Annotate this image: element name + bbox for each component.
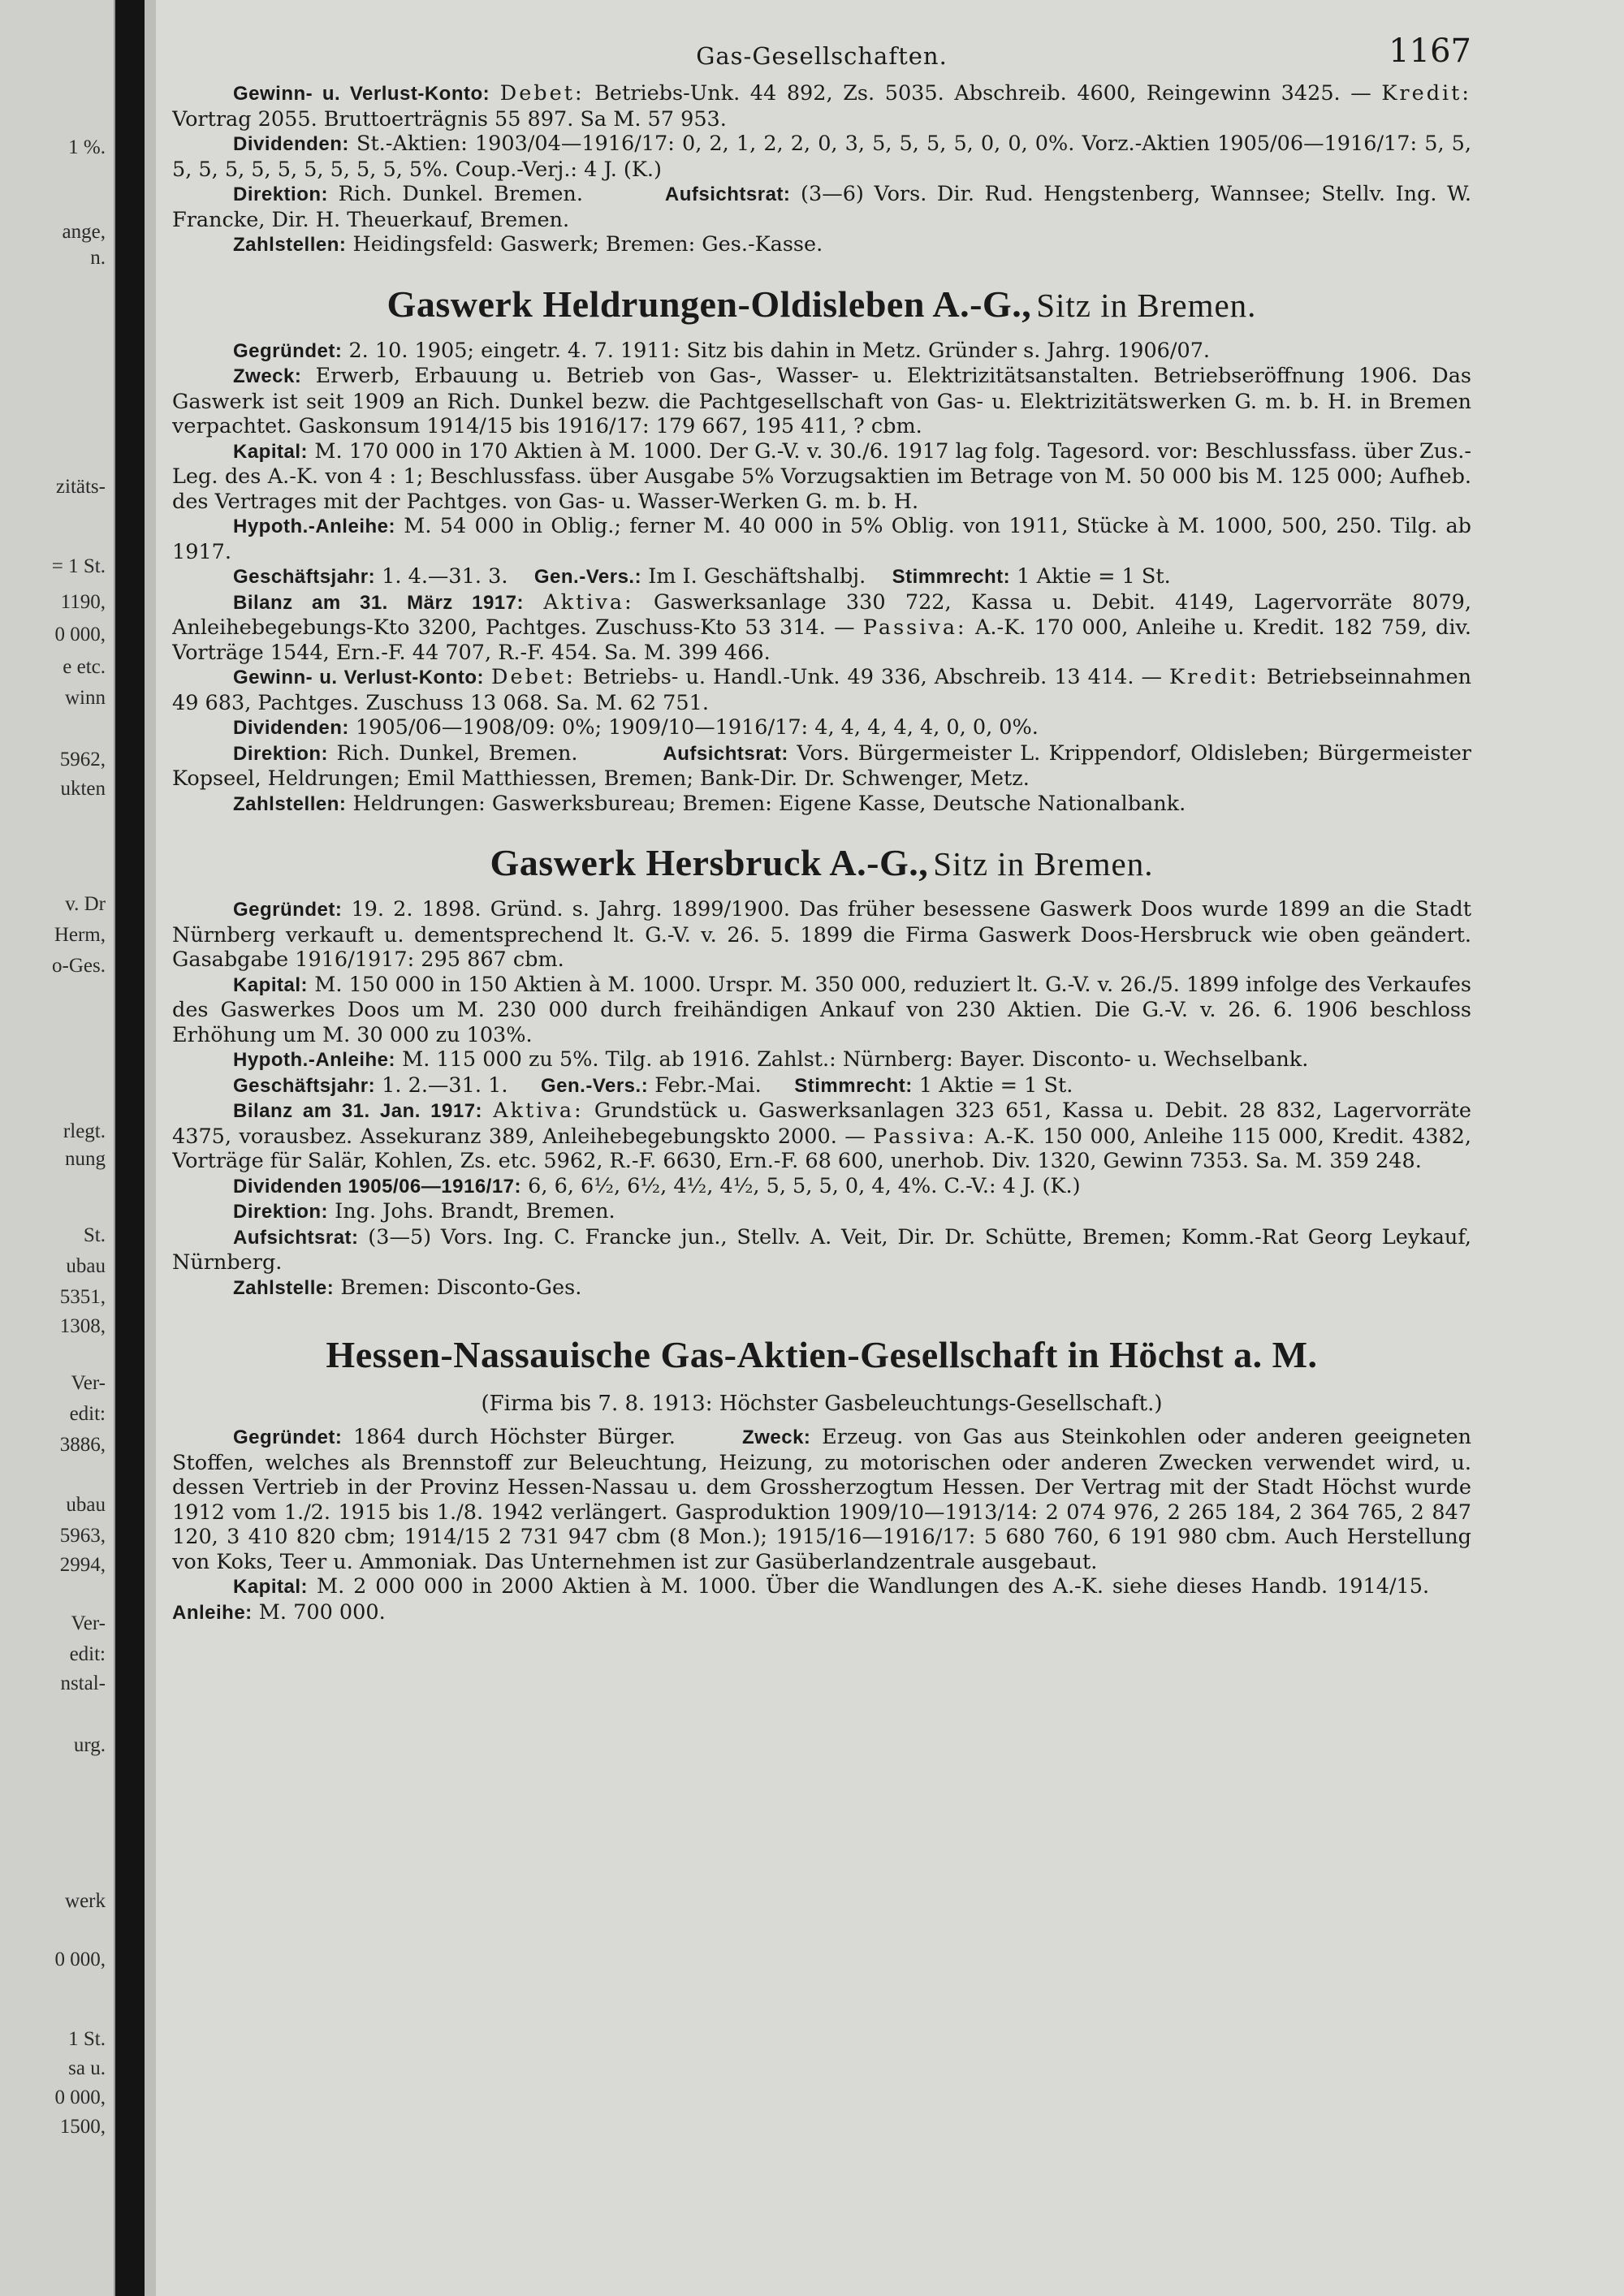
loan-text: M. 700 000. [258,1599,386,1625]
margin-fragment: 0 000, [54,1949,106,1970]
assets-label: Aktiva: [493,1098,584,1123]
margin-fragment: St. [83,1224,106,1246]
capital-paragraph [172,973,1471,1048]
previous-entry-continuation [172,81,1471,258]
balance-label: Bilanz am 31. Jan. 1917: [233,1100,483,1122]
former-name-note: (Firma bis 7. 8. 1913: Höchster Gasbeleuchtungs-Gesellschaft.) [481,1392,1163,1416]
margin-fragment: werk [65,1890,106,1912]
margin-fragment: 1 St. [68,2028,106,2050]
paying-agents-text: Bremen: Disconto-Ges. [340,1275,582,1300]
credit-text: Betriebseinnahmen 49 683, Pachtges. Zuschuss 13 068. Sa. M. 62 751. [172,665,1471,715]
supervisory-text: (3—5) Vors. Ing. C. Francke jun., Stellv. A. Veit, Dir. Dr. Schütte, Bremen; Komm.-Rat Georg Leykauf, Nürnberg. [172,1224,1471,1275]
supervisory-label: Aufsichtsrat: [233,1226,359,1249]
direction-text: Rich. Dunkel. Bremen. [338,182,583,206]
general-meeting-label: Gen.-Vers.: [533,566,642,588]
supervisory-label: Aufsichtsrat: [664,183,791,205]
margin-fragment: edit: [69,1403,106,1425]
dividends-text: 1905/06—1908/09: 0%; 1909/10—1916/17: 4, 4, 4, 4, 4, 0, 0, 0%. [355,715,1039,740]
margin-fragment: n. [90,247,106,269]
mortgage-loan-paragraph [172,514,1471,564]
general-meeting-text: Im I. Geschäftshalbj. [648,564,866,589]
margin-fragment: 0 000, [54,2087,106,2108]
founded-text: 1864 durch Höchster Bürger. [353,1425,676,1449]
gv-kredit-text: Vortrag 2055. Bruttoerträgnis 55 897. Sa M. 57 953. [172,106,727,132]
mortgage-loan-label: Hypoth.-Anleihe: [233,1049,395,1071]
direction-label: Direktion: [233,742,329,765]
fiscal-year-paragraph [172,1073,1471,1099]
margin-fragment: v. Dr [65,893,106,915]
dividends-text: 6, 6, 6½, 6½, 4½, 4½, 5, 5, 5, 0, 4, 4%. C.-V.: 4 J. (K.) [528,1173,1081,1198]
margin-fragment: Herm, [54,924,106,946]
fiscal-year-paragraph [172,564,1471,590]
dividends-paragraph [172,1174,1471,1200]
supervisory-text: Vors. Bürgermeister L. Krippendorf, Oldisleben; Bürgermeister Kopseel, Heldrungen; Emil Matthiessen, Bremen; Bank-Dir. Dr. Schwenger, Metz. [172,740,1471,791]
margin-fragment: 2994, [59,1554,106,1576]
direction-paragraph [172,1199,1471,1225]
direction-text: Rich. Dunkel, Bremen. [336,740,578,766]
founded-paragraph [172,339,1471,365]
fiscal-year-label: Geschäftsjahr: [233,1074,376,1097]
direction-label: Direktion: [233,183,329,205]
purpose-label: Zweck: [742,1426,811,1448]
margin-fragment: ubau [66,1494,106,1516]
purpose-label: Zweck: [233,365,302,387]
voting-right-label: Stimmrecht: [892,566,1011,588]
capital-text: M. 2 000 000 in 2000 Aktien à M. 1000. Über die Wandlungen des A.-K. siehe dieses Handb. 1914/15. [316,1574,1430,1599]
capital-label: Kapital: [233,973,309,996]
founded-text: 2. 10. 1905; eingetr. 4. 7. 1911: Sitz bis dahin in Metz. Gründer s. Jahrg. 1906/07. [348,338,1211,363]
margin-fragment: winn [65,687,106,709]
margin-fragment: 5963, [59,1525,106,1547]
supervisory-text: (3—6) Vors. Dir. Rud. Hengstenberg, Wannsee; Stellv. Ing. W. Francke, Dir. H. Theuerkauf, Bremen. [172,182,1471,232]
margin-fragment: nung [65,1148,106,1170]
capital-text: M. 170 000 in 170 Aktien à M. 1000. Der G.-V. v. 30./6. 1917 lag folg. Tagesord. vor: Beschlussfass. über Zus.-Leg. des A.-K. von 4 : 1; Beschlussfass. über Ausgabe 5% Vorzugsaktien im Betrage von M. 50 000 bis M. 125 000; Aufheb. des Vertrages mit der Pachtges. von Gas- u. Wasser-Werken G. m. b. H. [172,438,1471,514]
company-seat: Sitz in Bremen. [1036,286,1257,324]
direction-label: Direktion: [233,1201,329,1223]
balance-paragraph [172,590,1471,666]
mortgage-loan-text: M. 115 000 zu 5%. Tilg. ab 1916. Zahlst.: Nürnberg: Bayer. Disconto- u. Wechselbank. [402,1047,1309,1072]
dividends-paragraph [172,715,1471,741]
debit-label: Debet: [491,665,576,689]
page-content [172,32,1471,2290]
running-head [172,32,1471,81]
paying-agents-label: Zahlstellen: [233,792,347,815]
gv-debet-label: Debet: [499,81,585,106]
board-paragraph [172,182,1471,232]
loan-label: Anleihe: [172,1601,253,1624]
margin-fragment: ange, [62,221,106,243]
mortgage-loan-label: Hypoth.-Anleihe: [233,516,395,537]
entry-hessen-nassau [172,1333,1471,1625]
entry-heading [172,283,1471,326]
margin-fragment: 3886, [59,1434,106,1456]
assets-text: Grundstück u. Gaswerksanlagen 323 651, Kassa u. Debit. 28 832, Lagervorräte 4375, vorausbez. Assekuranz 389, Anleihebegebungskto 2000. — [172,1098,1471,1149]
margin-fragment: Ver- [71,1372,106,1394]
voting-right-text: 1 Aktie = 1 St. [918,1072,1073,1098]
margin-fragment: nstal- [60,1672,106,1694]
founded-paragraph [172,1425,1471,1574]
capital-label: Kapital: [233,440,309,463]
company-name: Gaswerk Heldrungen-Oldisleben A.-G., [387,283,1032,325]
fiscal-year-label: Geschäftsjahr: [233,566,376,588]
page-edge [145,0,156,2296]
margin-fragment: 5351, [59,1286,106,1308]
margin-fragment: 1308, [59,1315,106,1337]
liabilities-label: Passiva: [873,1124,978,1149]
margin-fragment: 5962, [59,749,106,770]
margin-fragment: o-Ges. [52,955,106,977]
paying-agents-text: Heidingsfeld: Gaswerk; Bremen: Ges.-Kasse. [352,232,823,257]
entry-heading [172,841,1471,884]
capital-text: M. 150 000 in 150 Aktien à M. 1000. Urspr. M. 350 000, reduziert lt. G.-V. v. 26./5. 1899 infolge des Verkaufes des Gaswerkes Doos um M. 230 000 durch freihändigen Ankauf von 230 Aktien. Die G.-V. v. 26. 6. 1906 beschloss Erhöhung um M. 30 000 zu 103%. [172,972,1471,1047]
founded-label: Gegründet: [233,1426,343,1448]
purpose-paragraph [172,364,1471,439]
paying-agents-paragraph [172,1275,1471,1301]
dividends-text: St.-Aktien: 1903/04—1916/17: 0, 2, 1, 2, 2, 0, 3, 5, 5, 5, 5, 0, 0, 0%. Vorz.-Aktien 1905/06—1916/17: 5, 5, 5, 5, 5, 5, 5, 5, 5, 5, 5, 5%. Coup.-Verj.: 4 J. (K.) [172,132,1471,182]
debit-text: Betriebs- u. Handl.-Unk. 49 336, Abschreib. 13 414. — [582,665,1162,689]
margin-fragment: 1500, [59,2116,106,2138]
gv-label: Gewinn- u. Verlust-Konto: [233,83,490,105]
capital-paragraph [172,1574,1471,1625]
margin-fragment: ubau [66,1255,106,1277]
direction-text: Ing. Johs. Brandt, Bremen. [335,1199,615,1224]
liabilities-label: Passiva: [862,615,967,640]
dividends-label: Dividenden 1905/06—1916/17: [233,1175,522,1198]
paying-agents-text: Heldrungen: Gaswerksbureau; Bremen: Eigene Kasse, Deutsche Nationalbank. [352,791,1186,816]
general-meeting-text: Febr.-Mai. [654,1072,762,1098]
fiscal-year-text: 1. 2.—31. 1. [382,1072,508,1098]
margin-fragment: e etc. [63,656,106,678]
founded-label: Gegründet: [233,899,343,921]
paying-agents-paragraph [172,232,1471,258]
supervisory-paragraph [172,1225,1471,1275]
running-title: Gas-Gesellschaften. [696,42,948,70]
paying-agents-label: Zahlstellen: [233,234,347,256]
assets-label: Aktiva: [543,589,634,615]
founded-paragraph [172,897,1471,973]
balance-label: Bilanz am 31. März 1917: [233,591,524,614]
book-binding-gutter [115,0,145,2296]
company-seat: Sitz in Bremen. [933,845,1154,883]
paying-agents-label: Zahlstelle: [233,1276,335,1299]
margin-fragment: ukten [60,778,106,800]
margin-fragment: zitäts- [55,476,106,498]
margin-fragment: rlegt. [63,1120,106,1142]
credit-label: Kredit: [1169,665,1259,689]
gv-kredit-label: Kredit: [1381,81,1471,106]
dividends-label: Dividenden: [233,717,349,739]
capital-paragraph [172,439,1471,515]
founded-label: Gegründet: [233,339,343,362]
company-name: Gaswerk Hersbruck A.-G., [490,842,929,883]
entry-heading [172,1333,1471,1376]
liabilities-text: A.-K. 150 000, Anleihe 115 000, Kredit. 4382, Vorträge für Salär, Kohlen, Zs. etc. 5962, R.-F. 6630, Ern.-F. 68 600, unerhob. Div. 1320, Gewinn 7353. Sa. M. 359 248. [172,1124,1471,1173]
voting-right-text: 1 Aktie = 1 St. [1017,564,1171,589]
entry-heldrungen [172,283,1471,818]
voting-right-label: Stimmrecht: [794,1074,913,1097]
gv-debet-text: Betriebs-Unk. 44 892, Zs. 5035. Abschreib. 4600, Reingewinn 3425. — [594,81,1371,106]
company-name: Hessen-Nassauische Gas-Aktien-Gesellschaft in Höchst a. M. [326,1334,1318,1375]
page-number: 1167 [1389,32,1471,70]
margin-fragment: edit: [69,1643,106,1665]
margin-fragment: 0 000, [54,624,106,645]
fiscal-year-text: 1. 4.—31. 3. [382,564,508,589]
dividends-paragraph [172,132,1471,182]
previous-page-strip [0,0,115,2296]
margin-fragment: = 1 St. [51,555,106,577]
margin-fragment: Ver- [71,1612,106,1634]
purpose-text: Erwerb, Erbauung u. Betrieb von Gas-, Wasser- u. Elektrizitätsanstalten. Betriebseröffnung 1906. Das Gaswerk ist seit 1909 an Rich. Dunkel bezw. die Pachtgesellschaft von Gas- u. Elektrizitätswerken G. m. b. H. in Bremen verpachtet. Gaskonsum 1914/15 bis 1916/17: 179 667, 195 411, ? cbm. [172,364,1471,438]
founded-text: 19. 2. 1898. Gründ. s. Jahrg. 1899/1900. Das früher besessene Gaswerk Doos wurde 1899 an die Stadt Nürnberg verkauft u. dementsprechend lt. G.-V. v. 26. 5. 1899 die Firma Gaswerk Doos-Hersbruck wie oben geändert. Gasabgabe 1916/1917: 295 867 cbm. [172,897,1471,972]
gv-paragraph [172,81,1471,132]
board-paragraph [172,741,1471,792]
liabilities-text: A.-K. 170 000, Anleihe u. Kredit. 182 759, div. Vorträge 1544, Ern.-F. 44 707, R.-F. 454. Sa. M. 399 466. [172,615,1471,665]
dividends-label: Dividenden: [233,133,349,155]
margin-fragment: urg. [73,1734,106,1756]
supervisory-label: Aufsichtsrat: [663,742,788,765]
capital-label: Kapital: [233,1576,309,1598]
pl-account-paragraph [172,665,1471,715]
paying-agents-paragraph [172,792,1471,818]
balance-paragraph [172,1098,1471,1174]
margin-fragment: 1 %. [68,136,106,158]
mortgage-loan-text: M. 54 000 in Oblig.; ferner M. 40 000 in 5% Oblig. von 1911, Stücke à M. 1000, 500, 250. Tilg. ab 1917. [172,514,1471,564]
pl-account-label: Gewinn- u. Verlust-Konto: [233,667,484,688]
margin-fragment: sa u. [68,2057,106,2079]
purpose-text: Erzeug. von Gas aus Steinkohlen oder anderen geeigneten Stoffen, welches als Brennstoff zur Beleuchtung, Heizung, zu motorischen oder anderen Zwecken verwendet wird, u. dessen Vertrieb in der Provinz Hessen-Nassau u. dem Grossherzogtum Hessen. Der Vertrag mit der Stadt Höchst wurde 1912 vom 1./2. 1915 bis 1./8. 1942 verlängert. Gasproduktion 1909/10—1913/14: 2 074 976, 2 265 184, 2 364 765, 2 847 120, 3 410 820 cbm; 1914/15 2 731 947 cbm (8 Mon.); 1915/16—1916/17: 5 680 760, 6 191 980 cbm. Auch Herstellung von Koks, Teer u. Ammoniak. Das Unternehmen ist zur Gasüberlandzentrale ausgebaut. [172,1425,1471,1574]
mortgage-loan-paragraph [172,1047,1471,1073]
general-meeting-label: Gen.-Vers.: [540,1074,649,1097]
entry-hersbruck [172,841,1471,1301]
margin-fragment: 1190, [60,591,106,613]
assets-text: Gaswerksanlage 330 722, Kassa u. Debit. 4149, Lagervorräte 8079, Anleihebegebungs-Kto 3200, Pachtges. Zuschuss-Kto 53 314. — [172,589,1471,640]
